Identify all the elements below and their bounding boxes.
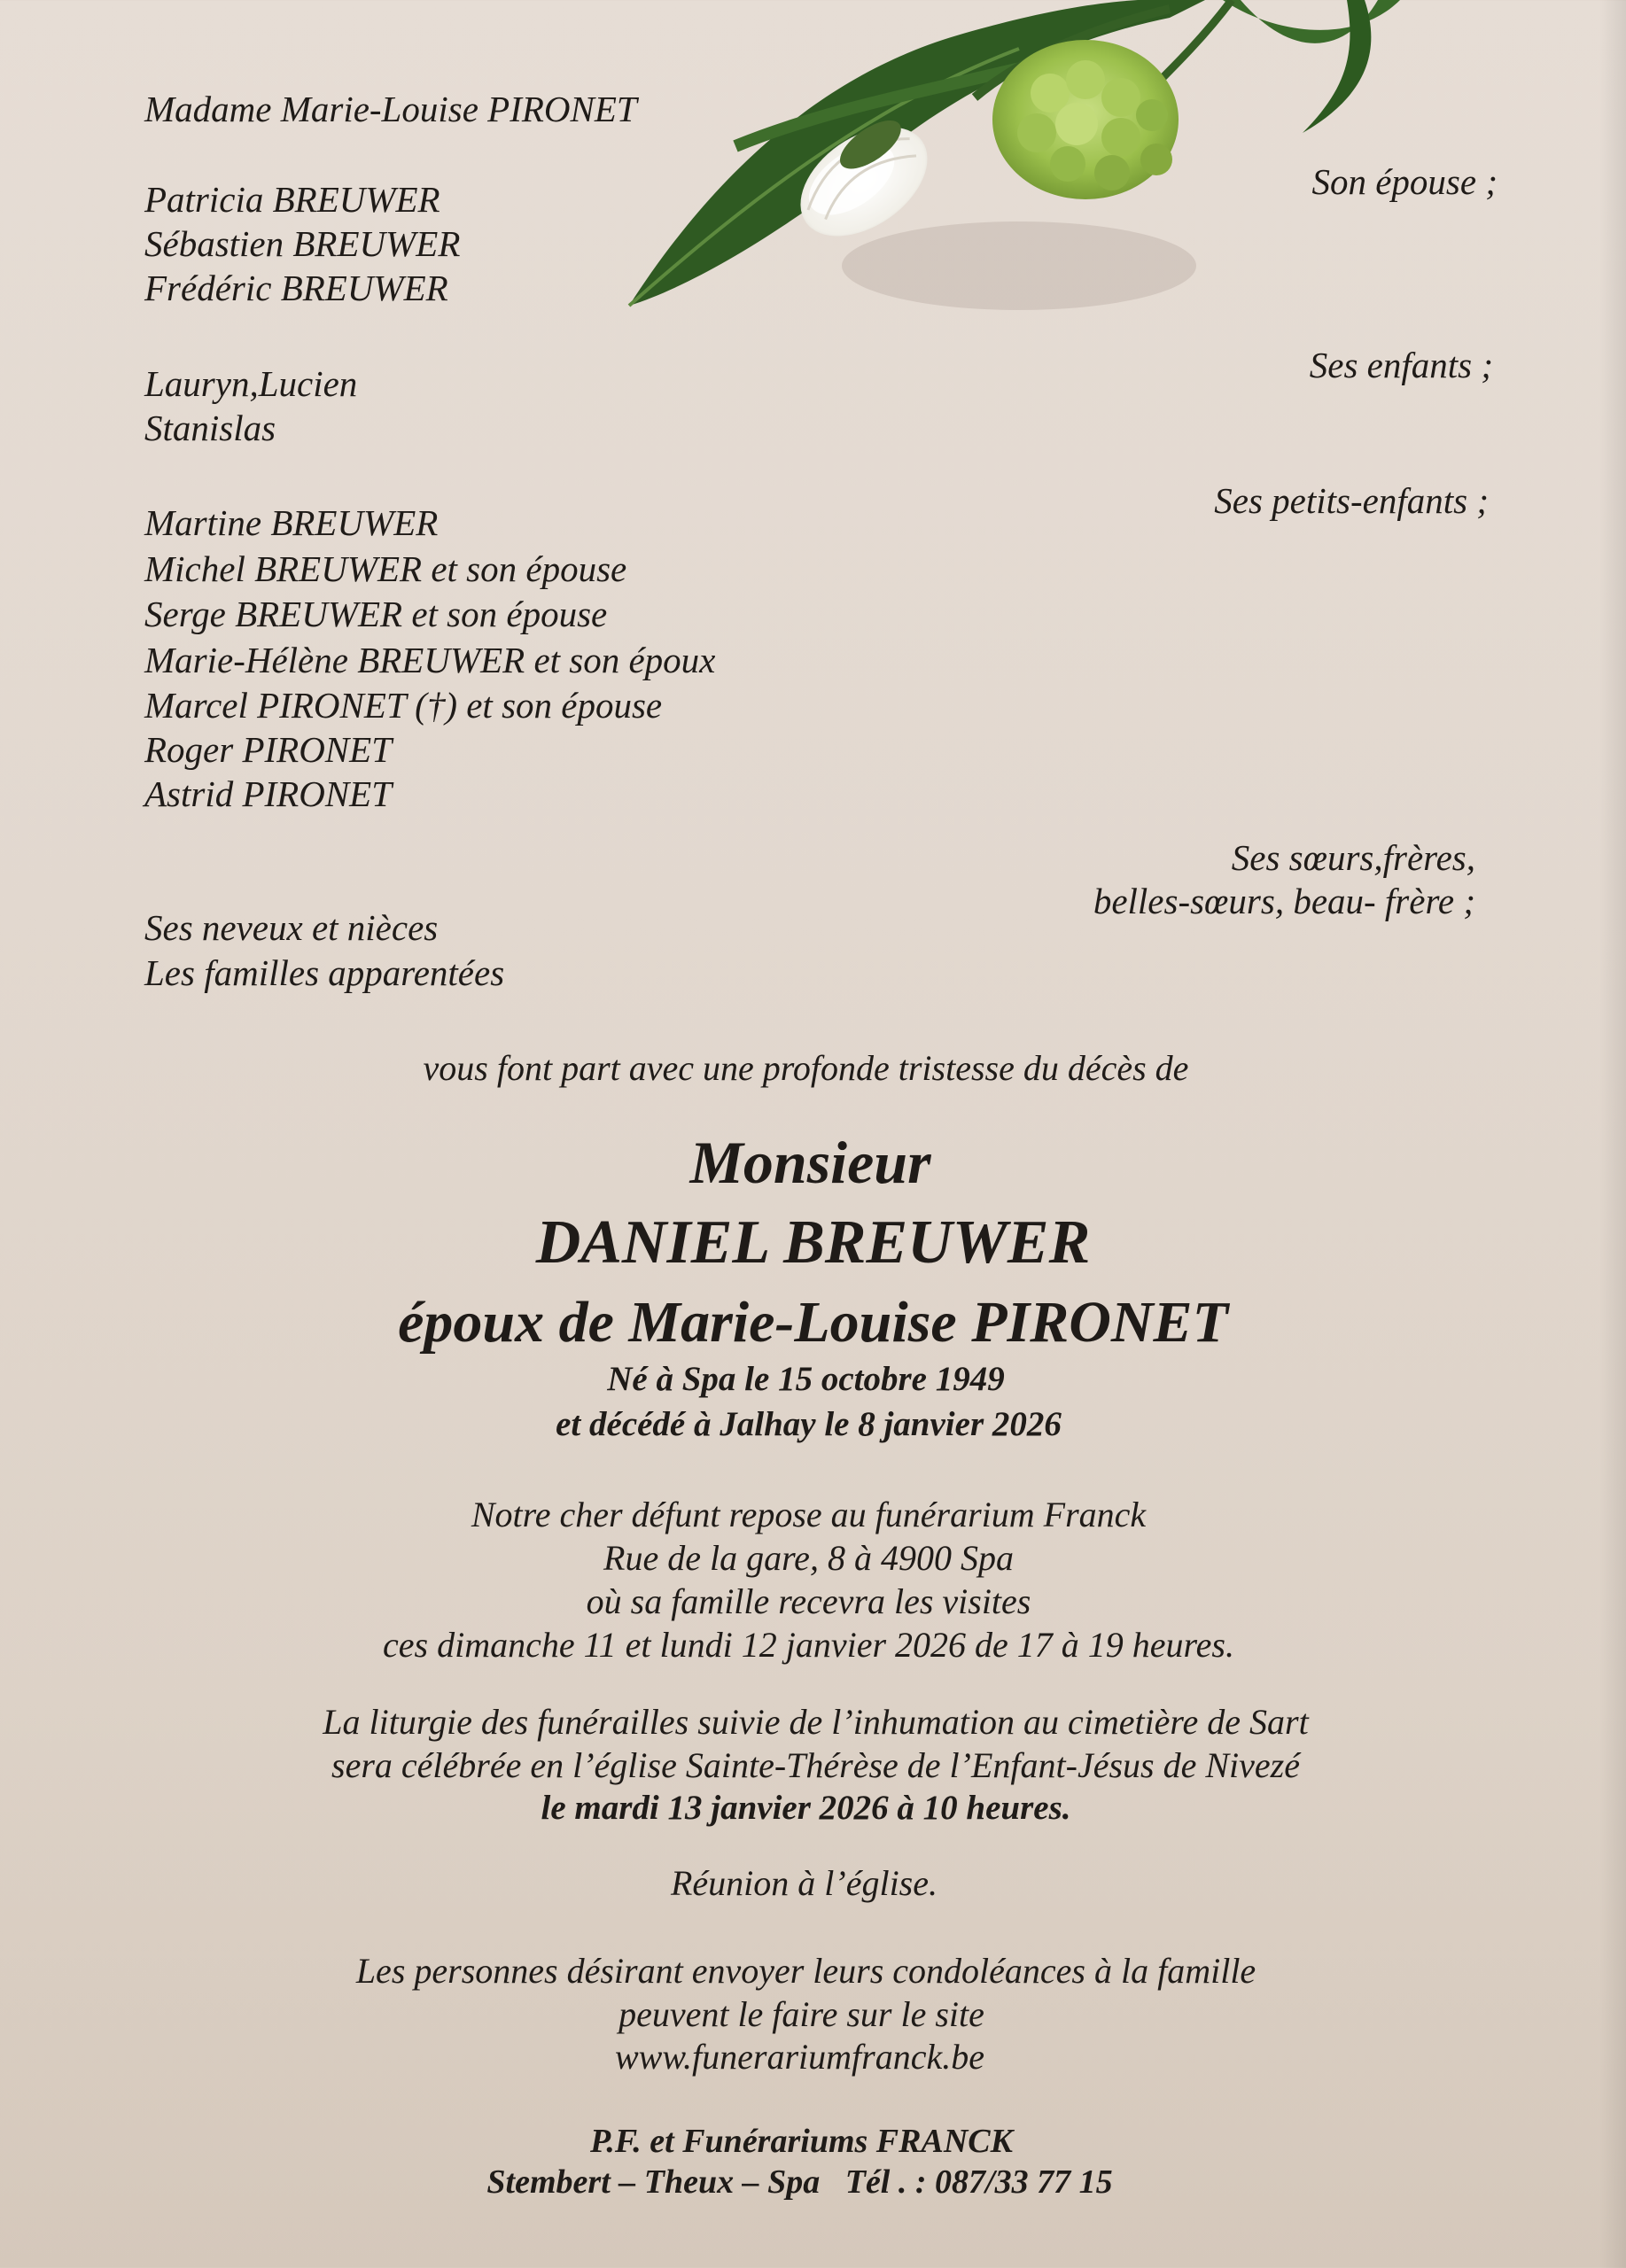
condolences-line2: peuvent le faire sur le site: [619, 1994, 984, 2034]
sibling-line: [144, 729, 392, 770]
sibling-name: Michel BREUWER: [144, 548, 423, 589]
funeral-home-name: P.F. et Funérariums FRANCK: [590, 2123, 1013, 2160]
website-link[interactable]: www.funerariumfranck.be: [614, 2037, 984, 2077]
child-name: Patricia BREUWER: [144, 179, 440, 220]
sibling-name: Martine BREUWER: [144, 502, 439, 543]
grandchild-name: Lauryn,Lucien: [144, 363, 358, 404]
sibling-line: [144, 596, 607, 633]
page-edge-shadow: [1599, 0, 1626, 2268]
sibling-name: Astrid PIRONET: [144, 773, 393, 814]
child-name: Frédéric BREUWER: [144, 268, 448, 308]
sibling-line: [144, 548, 627, 589]
sibling-suffix: et son épouse: [456, 685, 663, 726]
flower-decoration: [603, 0, 1427, 337]
sibling-line: [144, 642, 715, 679]
sibling-suffix: et son épouse: [422, 548, 627, 589]
visitation-line: Notre cher défunt repose au funérarium Franck: [471, 1495, 1147, 1534]
visitation-line: ces dimanche 11 et lundi 12 janvier 2026 de 17 à 19 heures.: [383, 1625, 1234, 1665]
condolences-line1: Les personnes désirant envoyer leurs condoléances à la famille: [355, 1951, 1256, 1991]
grandchild-name: Stanislas: [144, 408, 276, 448]
spouse-role: Son épouse ;: [1311, 161, 1498, 202]
funeral-line2: sera célébrée en l’église Sainte-Thérèse de l’Enfant-Jésus de Nivezé: [331, 1745, 1300, 1785]
deceased-title: Monsieur: [689, 1129, 931, 1196]
children-role: Ses enfants ;: [1309, 345, 1493, 385]
sibling-name: Marcel PIRONET (†): [144, 685, 457, 726]
child-name: Sébastien BREUWER: [144, 223, 461, 264]
funeral-date: le mardi 13 janvier 2026 à 10 heures.: [541, 1789, 1071, 1827]
sibling-name: Roger PIRONET: [144, 729, 392, 770]
sibling-suffix: et son époux: [525, 640, 716, 680]
birth-info: Né à Spa le 15 octobre 1949: [607, 1360, 1005, 1398]
visitation-line: où sa famille recevra les visites: [586, 1581, 1031, 1621]
siblings-role-line1: Ses sœurs,frères,: [1231, 837, 1475, 878]
funeral-home-contact: Stembert – Theux – Spa Tél . : 087/33 77 15: [486, 2163, 1113, 2201]
sibling-line: [144, 502, 439, 543]
funeral-line1: La liturgie des funérailles suivie de l’inhumation au cimetière de Sart: [323, 1702, 1309, 1742]
sibling-line: [144, 687, 662, 724]
reunion-text: Réunion à l’église.: [670, 1863, 938, 1903]
sibling-suffix: et son épouse: [402, 594, 608, 634]
grandchildren-role: Ses petits-enfants ;: [1214, 480, 1489, 521]
nephews-nieces: Ses neveux et nièces: [144, 907, 439, 948]
spouse-name: Madame Marie-Louise PIRONET: [144, 89, 637, 129]
death-info: et décédé à Jalhay le 8 janvier 2026: [556, 1405, 1062, 1443]
sibling-line: [144, 773, 393, 814]
deceased-name: DANIEL BREUWER: [535, 1208, 1091, 1277]
sibling-name: Marie-Hélène BREUWER: [144, 640, 525, 680]
deceased-spouse: époux de Marie-Louise PIRONET: [398, 1290, 1228, 1355]
siblings-role-line2: belles-sœurs, beau- frère ;: [1093, 881, 1475, 921]
intro-text: vous font part avec une profonde tristesse du décès de: [423, 1048, 1189, 1088]
related-families: Les familles apparentées: [144, 952, 505, 993]
visitation-line: Rue de la gare, 8 à 4900 Spa: [603, 1538, 1014, 1578]
sibling-name: Serge BREUWER: [144, 594, 403, 634]
